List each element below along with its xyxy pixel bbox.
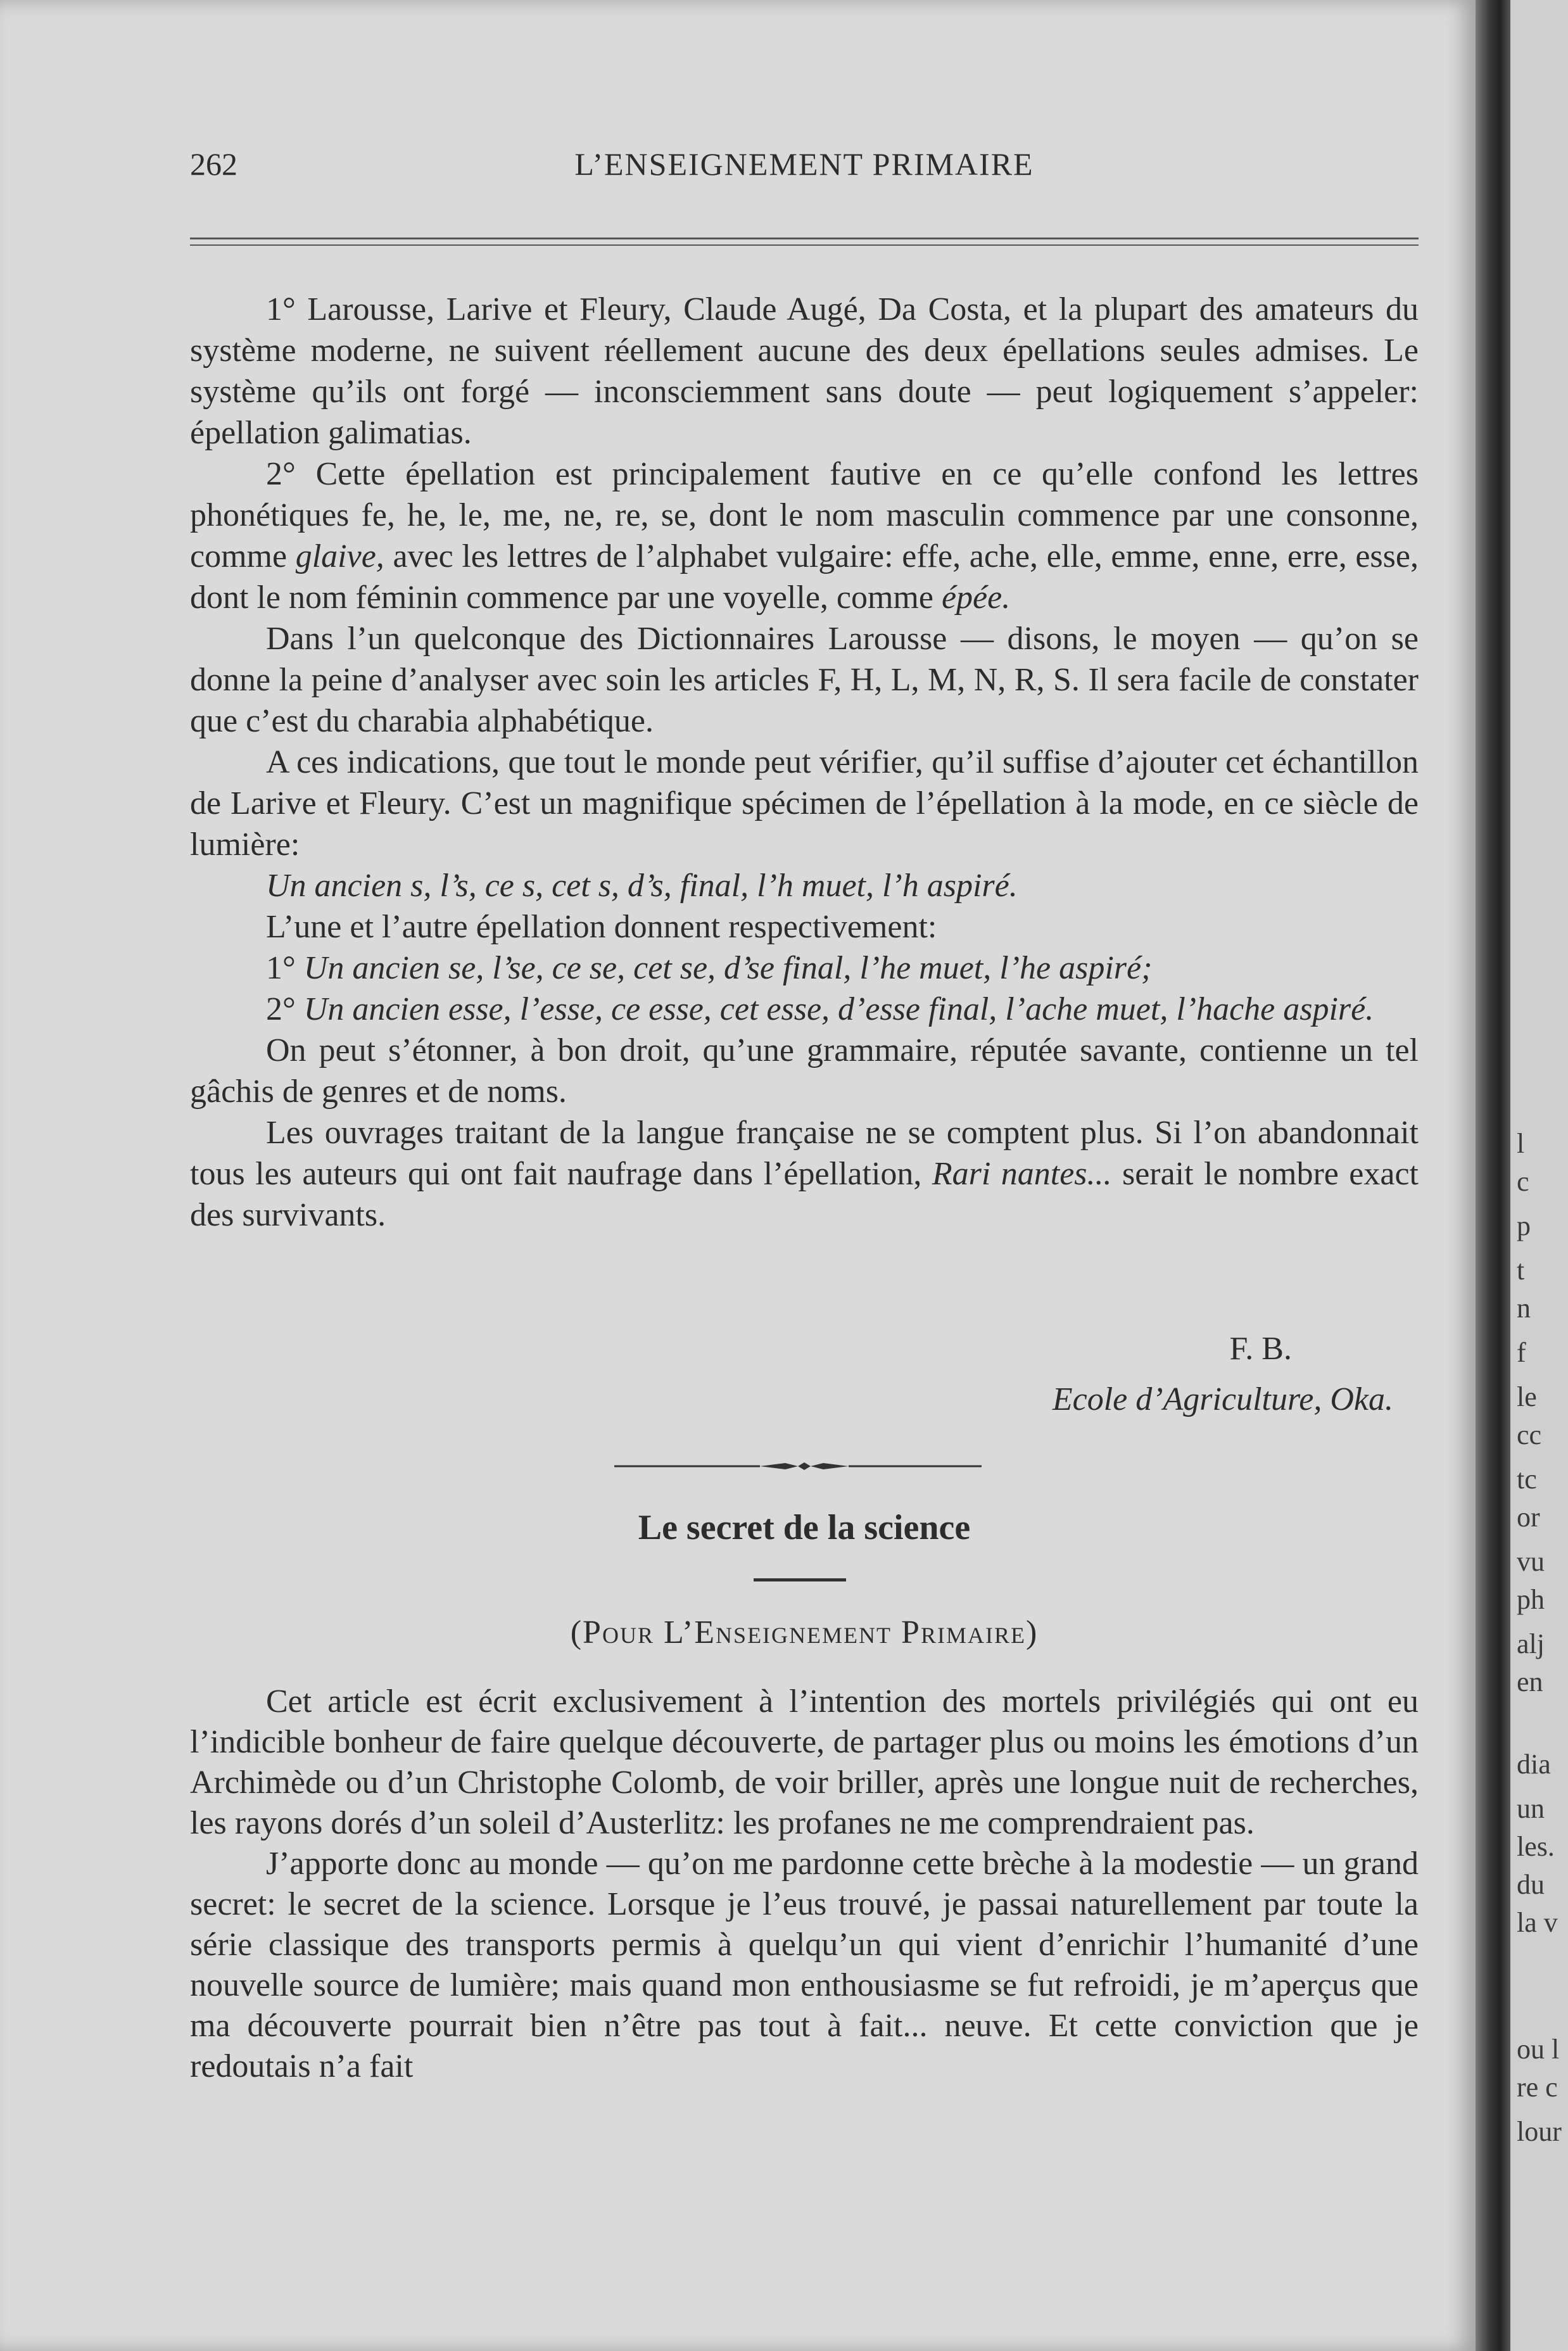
paragraph: On peut s’étonner, à bon droit, qu’une grammaire, réputée savante, contienne un tel gâchis de genres et de noms. xyxy=(190,1032,1419,1110)
byline: (Pour L’Enseignement Primaire) xyxy=(570,1614,1039,1651)
next-page-fragment: les. xyxy=(1517,1831,1555,1862)
paragraph: 2° Cette épellation est principalement fautive en ce qu’elle confond les lettres phonétiques fe, he, le, me, ne, re, se, dont le nom masculin commence par une consonne, comme glaive, avec les lettres de l’alphabet vulgaire: effe, ache, elle, emme, enne, erre, esse, dont le nom féminin commence par une voyelle, comme épée. xyxy=(190,456,1419,616)
next-page-fragment: ou l xyxy=(1517,2034,1560,2065)
running-head xyxy=(190,146,1419,190)
title-underline xyxy=(754,1578,846,1581)
header-rule xyxy=(190,238,1419,239)
paragraph: Dans l’un quelconque des Dictionnaires Larousse — disons, le moyen — qu’on se donne la peine d’analyser avec soin les articles F, H, L, M, N, R, S. Il sera facile de constater que c’est du charabia alphabétique. xyxy=(190,621,1419,739)
article-body-1 xyxy=(190,289,1419,1236)
next-page-fragment: n xyxy=(1517,1293,1531,1324)
paragraph: Cet article est écrit exclusivement à l’intention des mortels privilégiés qui ont eu l’indicible bonheur de faire quelque découverte, de partager plus ou moins les émotions d’un Archimède ou d’un Christophe Colomb, de voir briller, après une longue nuit de recherches, les rayons dorés d’un soleil d’Austerlitz: les profanes ne me comprendraient pas. xyxy=(190,1683,1419,1841)
header-rule-thin xyxy=(190,244,1419,246)
next-page-fragment: c xyxy=(1517,1166,1529,1197)
next-page-fragment: t xyxy=(1517,1255,1525,1286)
example-line: 2° Un ancien esse, l’esse, ce esse, cet esse, d’esse final, l’ache muet, l’hache aspiré. xyxy=(266,991,1374,1027)
signature-place: Ecole d’Agriculture, Oka. xyxy=(1052,1381,1393,1417)
next-page-fragment: vu xyxy=(1517,1546,1545,1577)
ornament-divider xyxy=(614,1460,982,1473)
adjacent-page-edge xyxy=(1510,0,1568,2351)
next-page-fragment: en xyxy=(1517,1666,1543,1697)
next-page-fragment: le xyxy=(1517,1381,1537,1412)
next-page-fragment: l xyxy=(1517,1128,1525,1159)
next-page-fragment: la v xyxy=(1517,1907,1558,1938)
example-line: 1° Un ancien se, l’se, ce se, cet se, d’se final, l’he muet, l’he aspiré; xyxy=(266,950,1153,986)
example-line: Un ancien s, l’s, ce s, cet s, d’s, final, l’h muet, l’h aspiré. xyxy=(266,868,1018,904)
next-page-fragment: cc xyxy=(1517,1419,1542,1450)
paragraph: 1° Larousse, Larive et Fleury, Claude Augé, Da Costa, et la plupart des amateurs du système moderne, ne suivent réellement aucune des deux épellations seules admises. Le système qu’ils ont forgé — inconsciemment sans doute — peut logiquement s’appeler: épellation galimatias. xyxy=(190,291,1419,451)
next-page-fragment: dia xyxy=(1517,1749,1551,1780)
section-title: Le secret de la science xyxy=(638,1508,971,1547)
next-page-fragment: un xyxy=(1517,1793,1545,1824)
next-page-fragment: alj xyxy=(1517,1628,1545,1659)
paragraph: J’apporte donc au monde — qu’on me pardonne cette brèche à la modestie — un grand secret: le secret de la science. Lorsque je l’eus trouvé, je passai naturellement par toute la série classique des transports permis à quelqu’un qui vient d’enrichir l’humanité d’une nouvelle source de lumière; mais quand mon enthousiasme se fut refroidi, je m’aperçus que ma découverte pourrait bien n’être pas tout à fait... neuve. Et cette conviction que je redoutais n’a fait xyxy=(190,1846,1419,2084)
next-page-fragment: tc xyxy=(1517,1464,1537,1495)
journal-title: L’ENSEIGNEMENT PRIMAIRE xyxy=(574,146,1034,182)
next-page-fragment: du xyxy=(1517,1869,1545,1900)
article-body-2 xyxy=(190,1682,1419,2087)
next-page-fragment: lour xyxy=(1517,2116,1562,2147)
paragraph: L’une et l’autre épellation donnent respectivement: xyxy=(266,909,937,945)
next-page-fragment: f xyxy=(1517,1337,1526,1368)
page-number: 262 xyxy=(190,146,237,182)
paragraph: A ces indications, que tout le monde peut vérifier, qu’il suffise d’ajouter cet échantillon de Larive et Fleury. C’est un magnifique spécimen de l’épellation à la mode, en ce siècle de lumière: xyxy=(190,744,1419,863)
signature-initials: F. B. xyxy=(1229,1331,1292,1367)
book-gutter xyxy=(1476,0,1510,2351)
next-page-fragment: or xyxy=(1517,1502,1540,1533)
next-page-fragment: ph xyxy=(1517,1584,1545,1615)
next-page-fragment: p xyxy=(1517,1210,1531,1241)
next-page-fragment: re c xyxy=(1517,2072,1558,2103)
paragraph: Les ouvrages traitant de la langue française ne se comptent plus. Si l’on abandonnait tous les auteurs qui ont fait naufrage dans l’épellation, Rari nantes... serait le nombre exact des survivants. xyxy=(190,1115,1419,1233)
